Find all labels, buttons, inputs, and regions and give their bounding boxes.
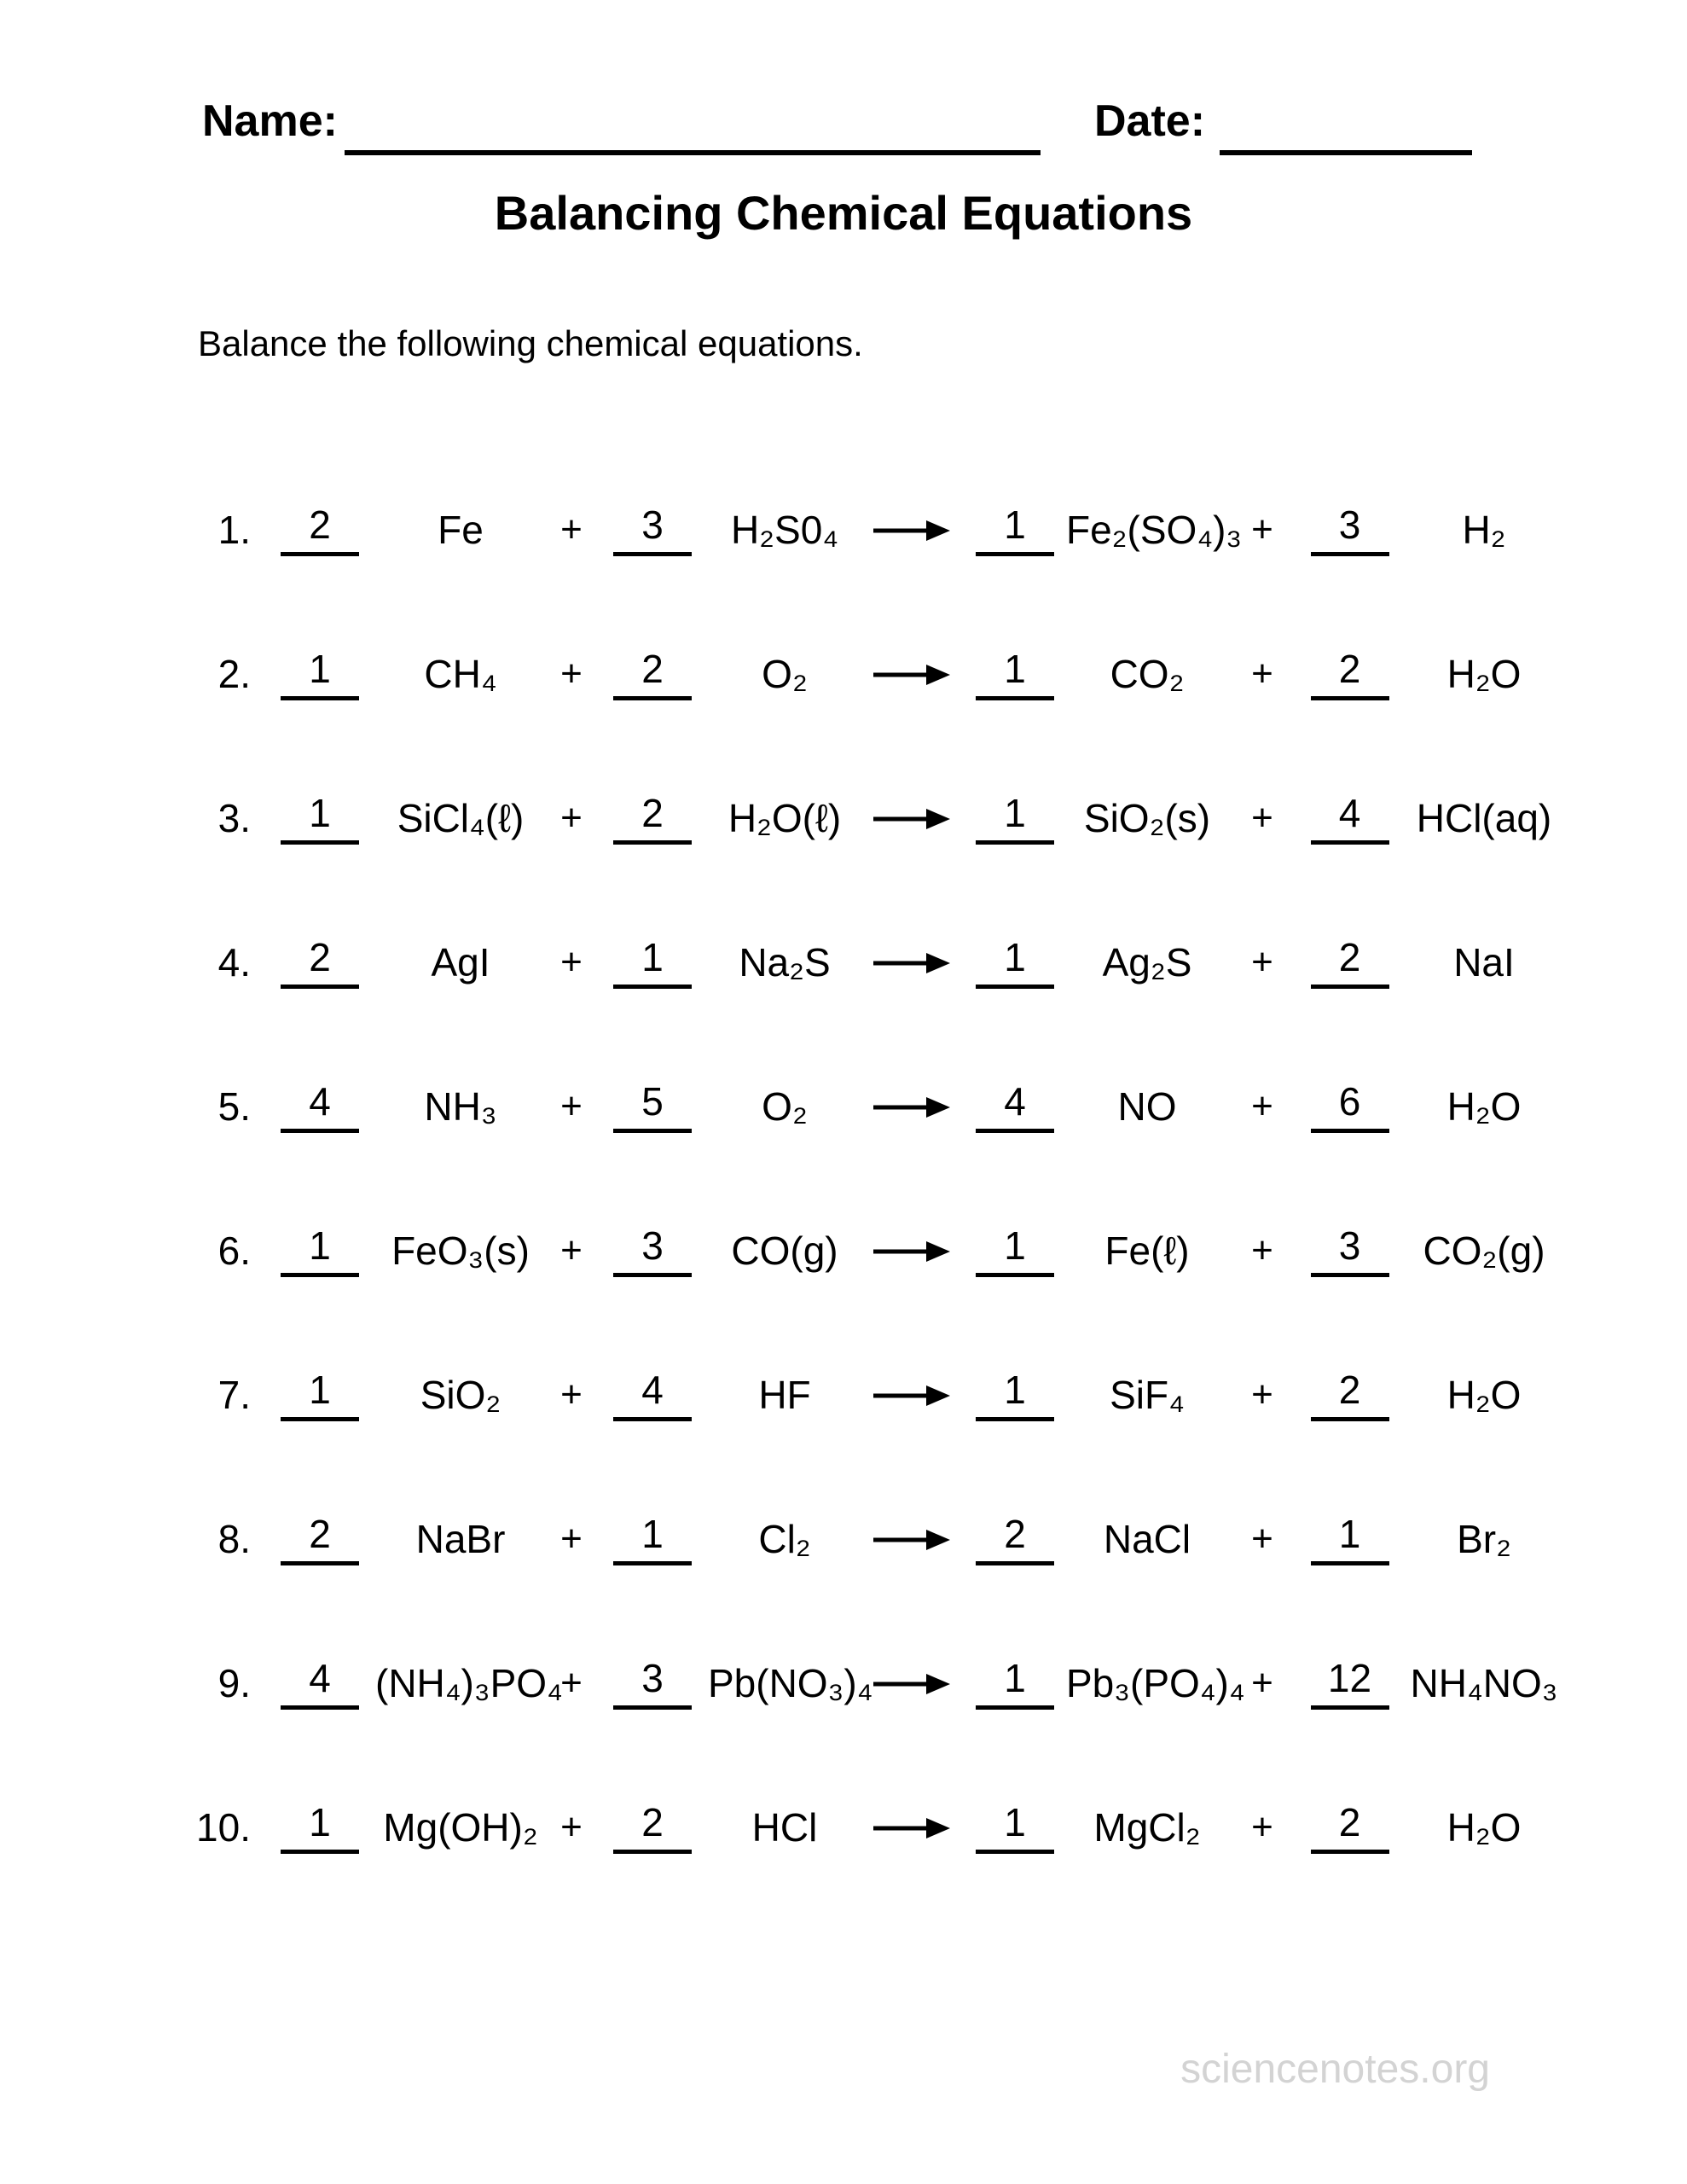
reactant-1-formula: SiCl₄(ℓ) (397, 796, 525, 841)
coefficient-value: 1 (309, 647, 331, 692)
product-1-formula: MgCl₂ (1093, 1805, 1201, 1850)
coefficient-blank[interactable] (1311, 1225, 1389, 1276)
coefficient-value: 1 (309, 1223, 331, 1269)
product-2-formula: H₂ (1462, 508, 1506, 553)
plus-sign: + (1251, 1085, 1273, 1128)
coefficient-value: 2 (1004, 1512, 1026, 1557)
coefficient-cell (1296, 1513, 1403, 1565)
plus-sign: + (1251, 1806, 1273, 1849)
name-input-line[interactable] (345, 150, 1041, 155)
coefficient-value: 2 (641, 647, 664, 692)
coefficient-cell (264, 648, 375, 700)
coefficient-value: 4 (309, 1079, 331, 1124)
plus-sign: + (1251, 1229, 1273, 1272)
coefficient-blank[interactable] (613, 504, 692, 555)
plus-sign: + (560, 1806, 583, 1849)
coefficient-value: 3 (1338, 502, 1361, 548)
reactant-2-formula: O₂ (762, 652, 808, 697)
page-title: Balancing Chemical Equations (494, 186, 1193, 240)
plus-sign: + (1251, 508, 1273, 551)
coefficient-value: 2 (1338, 935, 1361, 980)
coefficient-blank[interactable] (281, 1802, 359, 1853)
coefficient-value: 3 (641, 1656, 664, 1701)
coefficient-cell (964, 1369, 1066, 1420)
equation-number: 3. (217, 796, 251, 841)
coefficient-blank[interactable] (281, 793, 359, 844)
coefficient-value: 4 (1004, 1079, 1026, 1124)
coefficient-cell (964, 1225, 1066, 1276)
coefficient-cell (964, 1802, 1066, 1853)
product-2-formula: H₂O (1446, 1373, 1522, 1418)
coefficient-blank[interactable] (613, 1225, 692, 1276)
coefficient-cell (264, 1658, 375, 1709)
coefficient-blank[interactable] (1311, 1802, 1389, 1853)
reactant-1-formula: AgI (431, 940, 490, 985)
coefficient-cell (264, 1513, 375, 1565)
coefficient-blank[interactable] (281, 937, 359, 988)
coefficient-value: 1 (641, 935, 664, 980)
equation-number: 2. (217, 652, 251, 697)
coefficient-cell (264, 1225, 375, 1276)
coefficient-cell (964, 1513, 1066, 1565)
plus-sign: + (1251, 653, 1273, 695)
coefficient-cell (597, 937, 708, 988)
equation-number: 7. (217, 1373, 251, 1418)
equation-row (188, 1756, 1586, 1900)
coefficient-value: 1 (1004, 647, 1026, 692)
coefficient-value: 2 (1338, 1800, 1361, 1845)
coefficient-cell (1296, 1658, 1403, 1709)
coefficient-blank[interactable] (976, 1513, 1054, 1565)
equation-row (188, 1612, 1586, 1756)
coefficient-cell (1296, 1225, 1403, 1276)
coefficient-cell (597, 1225, 708, 1276)
date-input-line[interactable] (1220, 150, 1472, 155)
coefficient-blank[interactable] (1311, 1369, 1389, 1420)
plus-sign: + (560, 653, 583, 695)
coefficient-cell (597, 1802, 708, 1853)
coefficient-blank[interactable] (976, 937, 1054, 988)
product-2-formula: H₂O (1446, 1084, 1522, 1130)
coefficient-blank[interactable] (281, 648, 359, 700)
product-2-formula: NH₄NO₃ (1410, 1661, 1558, 1706)
reactant-2-formula: H₂S0₄ (730, 508, 839, 553)
right-arrow-icon (861, 662, 964, 688)
coefficient-value: 1 (1004, 502, 1026, 548)
plus-sign: + (560, 1518, 583, 1560)
coefficient-blank[interactable] (1311, 1081, 1389, 1132)
right-arrow-icon (861, 1239, 964, 1264)
coefficient-cell (1296, 648, 1403, 700)
coefficient-value: 3 (641, 502, 664, 548)
reactant-1-formula: SiO₂ (420, 1373, 501, 1418)
plus-sign: + (560, 508, 583, 551)
product-1-formula: NO (1117, 1084, 1177, 1130)
product-1-formula: NaCl (1103, 1517, 1191, 1562)
coefficient-blank[interactable] (281, 1225, 359, 1276)
plus-sign: + (1251, 1518, 1273, 1560)
equation-number: 4. (217, 940, 251, 985)
right-arrow-icon (861, 1671, 964, 1697)
reactant-2-formula: CO(g) (731, 1228, 838, 1274)
reactant-2-formula: Cl₂ (758, 1517, 811, 1562)
right-arrow-icon (861, 950, 964, 976)
equation-number: 1. (217, 508, 251, 553)
coefficient-blank[interactable] (976, 648, 1054, 700)
coefficient-value: 4 (309, 1656, 331, 1701)
coefficient-cell (1296, 1369, 1403, 1420)
coefficient-value: 4 (1338, 791, 1361, 836)
coefficient-value: 2 (1338, 1368, 1361, 1413)
equation-number: 6. (217, 1228, 251, 1274)
coefficient-blank[interactable] (976, 504, 1054, 555)
right-arrow-icon (861, 1383, 964, 1409)
coefficient-value: 6 (1338, 1079, 1361, 1124)
equations-list (188, 458, 1586, 1900)
right-arrow-icon (861, 1095, 964, 1120)
coefficient-value: 1 (1004, 791, 1026, 836)
coefficient-blank[interactable] (1311, 1658, 1389, 1709)
date-label: Date: (1094, 96, 1206, 146)
equation-number: 10. (196, 1805, 251, 1850)
coefficient-cell (264, 504, 375, 555)
coefficient-blank[interactable] (976, 1802, 1054, 1853)
coefficient-blank[interactable] (976, 793, 1054, 844)
coefficient-cell (597, 648, 708, 700)
coefficient-cell (1296, 937, 1403, 988)
reactant-2-formula: Na₂S (739, 940, 831, 985)
coefficient-blank[interactable] (281, 1513, 359, 1565)
coefficient-blank[interactable] (281, 504, 359, 555)
reactant-2-formula: O₂ (762, 1084, 808, 1130)
equation-row (188, 746, 1586, 891)
coefficient-value: 5 (641, 1079, 664, 1124)
coefficient-blank[interactable] (613, 793, 692, 844)
coefficient-cell (597, 1369, 708, 1420)
coefficient-blank[interactable] (613, 1658, 692, 1709)
plus-sign: + (560, 1229, 583, 1272)
coefficient-blank[interactable] (976, 1369, 1054, 1420)
plus-sign: + (1251, 1374, 1273, 1416)
coefficient-value: 3 (641, 1223, 664, 1269)
reactant-1-formula: CH₄ (424, 652, 497, 697)
reactant-1-formula: Fe (438, 508, 484, 553)
plus-sign: + (560, 797, 583, 839)
product-2-formula: NaI (1453, 940, 1515, 985)
plus-sign: + (560, 1374, 583, 1416)
coefficient-blank[interactable] (613, 1802, 692, 1853)
coefficient-blank[interactable] (613, 937, 692, 988)
coefficient-value: 1 (1004, 1800, 1026, 1845)
coefficient-value: 2 (309, 1512, 331, 1557)
coefficient-cell (1296, 793, 1403, 844)
reactant-1-formula: FeO₃(s) (391, 1228, 530, 1274)
plus-sign: + (560, 1085, 583, 1128)
plus-sign: + (560, 941, 583, 984)
product-2-formula: HCl(aq) (1416, 796, 1552, 841)
reactant-2-formula: Pb(NO₃)₄ (708, 1661, 873, 1706)
coefficient-value: 12 (1327, 1656, 1372, 1701)
coefficient-cell (264, 793, 375, 844)
coefficient-blank[interactable] (613, 1513, 692, 1565)
equation-number: 9. (217, 1661, 251, 1706)
equation-row (188, 1323, 1586, 1467)
reactant-2-formula: HCl (751, 1805, 818, 1850)
reactant-1-formula: Mg(OH)₂ (383, 1805, 538, 1850)
coefficient-cell (1296, 504, 1403, 555)
coefficient-blank[interactable] (976, 1658, 1054, 1709)
right-arrow-icon (861, 806, 964, 832)
coefficient-blank[interactable] (976, 1081, 1054, 1132)
coefficient-value: 2 (309, 935, 331, 980)
equation-number: 8. (217, 1517, 251, 1562)
name-label: Name: (202, 96, 338, 146)
plus-sign: + (1251, 1662, 1273, 1705)
right-arrow-icon (861, 518, 964, 543)
right-arrow-icon (861, 1527, 964, 1553)
coefficient-value: 1 (1004, 1656, 1026, 1701)
right-arrow-icon (861, 1815, 964, 1841)
coefficient-value: 1 (1004, 1223, 1026, 1269)
coefficient-value: 1 (1338, 1512, 1361, 1557)
coefficient-blank[interactable] (1311, 937, 1389, 988)
coefficient-blank[interactable] (1311, 648, 1389, 700)
reactant-2-formula: H₂O(ℓ) (728, 796, 842, 841)
product-2-formula: H₂O (1446, 1805, 1522, 1850)
coefficient-value: 2 (309, 502, 331, 548)
equation-row (188, 458, 1586, 602)
coefficient-value: 2 (641, 791, 664, 836)
coefficient-cell (264, 1369, 375, 1420)
coefficient-cell (1296, 1802, 1403, 1853)
product-1-formula: Fe(ℓ) (1104, 1228, 1190, 1274)
equation-number: 5. (217, 1084, 251, 1130)
coefficient-value: 1 (309, 1368, 331, 1413)
product-1-formula: SiO₂(s) (1083, 796, 1211, 841)
coefficient-blank[interactable] (613, 1369, 692, 1420)
coefficient-value: 3 (1338, 1223, 1361, 1269)
coefficient-cell (964, 1081, 1066, 1132)
coefficient-cell (964, 504, 1066, 555)
product-2-formula: Br₂ (1457, 1517, 1511, 1562)
coefficient-blank[interactable] (613, 1081, 692, 1132)
plus-sign: + (1251, 941, 1273, 984)
coefficient-cell (597, 504, 708, 555)
reactant-1-formula: NH₃ (424, 1084, 497, 1130)
coefficient-value: 1 (1004, 1368, 1026, 1413)
plus-sign: + (1251, 797, 1273, 839)
product-1-formula: Pb₃(PO₄)₄ (1066, 1661, 1245, 1706)
product-1-formula: CO₂ (1110, 652, 1185, 697)
equation-row (188, 891, 1586, 1035)
coefficient-cell (964, 1658, 1066, 1709)
coefficient-cell (597, 793, 708, 844)
watermark: sciencenotes.org (1180, 2047, 1490, 2092)
reactant-2-formula: HF (758, 1373, 811, 1418)
equation-row (188, 1179, 1586, 1323)
coefficient-cell (264, 1802, 375, 1853)
coefficient-cell (964, 793, 1066, 844)
product-1-formula: SiF₄ (1110, 1373, 1185, 1418)
coefficient-blank[interactable] (1311, 1513, 1389, 1565)
coefficient-value: 2 (641, 1800, 664, 1845)
coefficient-cell (964, 648, 1066, 700)
product-1-formula: Ag₂S (1102, 940, 1192, 985)
coefficient-blank[interactable] (281, 1658, 359, 1709)
equation-row (188, 1035, 1586, 1179)
equation-row (188, 602, 1586, 746)
coefficient-value: 1 (309, 791, 331, 836)
equation-row (188, 1467, 1586, 1612)
coefficient-cell (264, 1081, 375, 1132)
product-2-formula: CO₂(g) (1423, 1228, 1545, 1274)
coefficient-value: 2 (1338, 647, 1361, 692)
coefficient-cell (1296, 1081, 1403, 1132)
plus-sign: + (560, 1662, 583, 1705)
coefficient-value: 4 (641, 1368, 664, 1413)
coefficient-value: 1 (309, 1800, 331, 1845)
coefficient-cell (264, 937, 375, 988)
instructions-text: Balance the following chemical equations. (198, 323, 863, 363)
coefficient-value: 1 (641, 1512, 664, 1557)
coefficient-blank[interactable] (976, 1225, 1054, 1276)
reactant-1-formula: NaBr (415, 1517, 506, 1562)
coefficient-cell (597, 1513, 708, 1565)
coefficient-blank[interactable] (613, 648, 692, 700)
coefficient-blank[interactable] (1311, 504, 1389, 555)
coefficient-cell (964, 937, 1066, 988)
coefficient-cell (597, 1658, 708, 1709)
coefficient-cell (597, 1081, 708, 1132)
coefficient-blank[interactable] (281, 1369, 359, 1420)
product-1-formula: Fe₂(SO₄)₃ (1066, 508, 1243, 553)
reactant-1-formula: (NH₄)₃PO₄ (375, 1661, 563, 1706)
coefficient-blank[interactable] (1311, 793, 1389, 844)
coefficient-blank[interactable] (281, 1081, 359, 1132)
product-2-formula: H₂O (1446, 652, 1522, 697)
coefficient-value: 1 (1004, 935, 1026, 980)
